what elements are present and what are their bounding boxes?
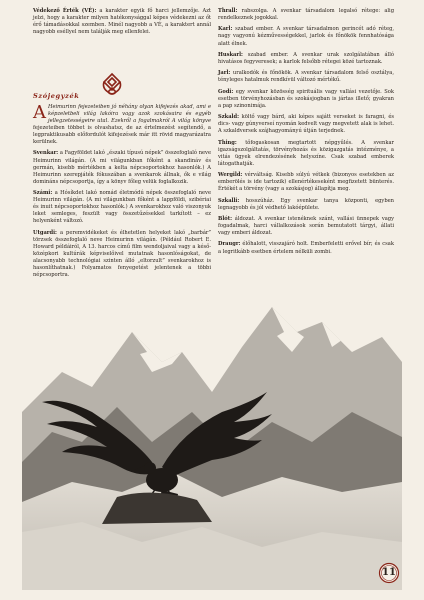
entry-term: Thrall: bbox=[218, 8, 238, 14]
celtic-knot-icon bbox=[100, 72, 124, 98]
left-column bbox=[33, 8, 211, 284]
entry-text: élőhalott, visszajáró holt. Emberfeletti erővel bír; és csak a legritkább esetben értelem nélküli zombi. bbox=[218, 241, 394, 255]
entry-text: a peremvidékeket és élhetetlen helyeket lakó „barbár” törzsek összefoglaló neve Heimurinn világán. (Például Robert E. Howard példáiról, A 13. harcos című film wendoljaival vagy a késő-középkori kultúrák képviselőivel mutatnak hasonlóságokat, de alacsonyabb technológiai szinten álló „eltorzult” svenkarokhoz is hasonlíthatnak.) Folyamatos fenyegetést jelentenek a többi népcsoportra. bbox=[33, 229, 211, 279]
intro-paragraph bbox=[33, 101, 211, 147]
right-column bbox=[218, 8, 394, 260]
section-title: Szójegyzék bbox=[33, 91, 80, 100]
entry-text: a karakter egyik fő harci jellemzője. Azt jelzi, hogy a karakter milyen hatékonysággal képes védekezni az őt érő támadásokkal szemben. Minél nagyobb a VÉ, a karaktert annál nagyobb eséllyel nem találják meg ellenfelei. bbox=[33, 8, 212, 36]
entry-term: Szkalli: bbox=[218, 197, 240, 204]
entry-term: Godi: bbox=[218, 88, 234, 95]
entry-text: tőfogaskosan megtartott népgyűlés. A svenkar igazságszolgáltatás, törvényhozás és közigazgatás intézménye, a vitás ügyek elrendezésének helyszíne. Csak szabad emberek látogathatják. bbox=[218, 139, 394, 167]
entry-text: vérváltság. Kisebb súlyú vétkek (bizonyos esetekben az emberölés is ide tartozik) ellenértékeseként megfizetett bünterés. Értékét a törvény (vagy a szokásjog) állapítja meg. bbox=[218, 172, 394, 193]
entry-term: Karl: bbox=[218, 26, 233, 33]
raven-mountains-illustration bbox=[22, 292, 402, 590]
entry-term: Jarl: bbox=[218, 70, 231, 77]
intro-book-title: A világ könyve bbox=[171, 117, 211, 124]
entry-huskarl bbox=[218, 52, 394, 66]
intro-text-after: fejezeteiben többet is olvashatsz, de az értelmezést segítendő, a legpraktikusabb előfordulót kifejezések már itt rövid magyarázatra kerülnek. bbox=[33, 124, 211, 146]
entry-term: Svenkar: bbox=[33, 150, 59, 157]
entry-term: Szkald: bbox=[218, 114, 239, 121]
entry-text: szabad ember. A svenkar urak szolgálatában álló hivatásos fegyveresek; a karlok felsőbb rétegei közé tartoznak. bbox=[218, 51, 394, 65]
entry-szkalli bbox=[218, 198, 394, 212]
entry-text: szabad ember. A svenkar társadalmon gerincét adó réteg, nagy vagyonú kézművességekkel, jarlok és főnökök fennhatósága alatt élnek. bbox=[218, 26, 394, 47]
entry-thrall bbox=[218, 8, 394, 22]
entry-karl bbox=[218, 26, 394, 47]
entry-term: Védekező Érték (VÉ): bbox=[33, 8, 97, 14]
entry-blot bbox=[218, 216, 394, 237]
intro-text-before: Heimurinn fejezeteiben jó néhány olyan kifejezés akad, ami e képzeletbeli világ lakóira vagy azok szokásaira és egyéb jellegzetességeire utal. Ezekről a fogalmakról bbox=[48, 103, 211, 124]
page-number: 11 bbox=[382, 567, 396, 578]
entry-term: Wergild: bbox=[218, 172, 243, 179]
entry-term: Huskarl: bbox=[218, 51, 243, 58]
entry-term: Számi: bbox=[33, 190, 53, 197]
page-number-badge bbox=[378, 562, 400, 584]
entry-term: Utgardi: bbox=[33, 229, 57, 236]
entry-szkald bbox=[218, 114, 394, 135]
entry-godi bbox=[218, 89, 394, 110]
entry-thing bbox=[218, 140, 394, 168]
entry-text: áldozat. A svenkar istenéknek szánt, vallási ünnepek vagy fogadalmak, harci vállalkozások során bemutatott tárgyi, állati vagy emberi áldozat. bbox=[218, 215, 394, 237]
entry-text: rabszolga. A svenkar társadalom legalsó rétege: alig rendelkeznek jogokkal. bbox=[218, 8, 394, 22]
entry-jarl bbox=[218, 70, 394, 84]
entry-szami bbox=[33, 190, 211, 225]
entry-draugr bbox=[218, 241, 394, 255]
entry-utgardi bbox=[33, 230, 211, 280]
entry-text: egy svenkar közösség spirituális vagy vallási vezetője. Sok esetben törvényhozásban és szokásjogban is jártas illető; gyakran a pap szinonimája. bbox=[218, 88, 394, 109]
entry-svenkar bbox=[33, 150, 211, 185]
entry-term: Thing: bbox=[218, 139, 237, 146]
entry-wergild bbox=[218, 172, 394, 193]
entry-text: a Hósíkdet lakó nomád életmódú népek összefoglaló neve Heimurinn világán. (A mi világunkban főként a lappföldi, szibériai és inuit népcsoportokhoz hasonlók.) A svenkarokhoz való viszonyuk leket semleges, feszült vagy összetűzésekkel tarkított – ez helyenként változó. bbox=[33, 190, 211, 225]
entry-text: a Fagyföldet lakó „északi típusú népek” összefoglaló neve Heimurinn világán. (A mi világunkban főként a skandináv és germán, kisebb mértékben a kelta népcsoportokhoz hasonlók.) A Heimurinn szerepjáték fókuszában a svenkarok állnak, ők e világ domináns népcsoportja, így a könyv főleg velük foglalkozik. bbox=[33, 150, 211, 185]
entry-vedekezo-ertek bbox=[33, 8, 211, 36]
entry-text: hosszúház. Egy svenkar tanya központi, egyben legnagyobb és jól védhető lakóépülete. bbox=[218, 197, 394, 211]
entry-term: Blót: bbox=[218, 215, 232, 222]
entry-text: költő vagy bárd, aki képes sajátt verseket is faragni, és dics- vagy gúnyverseí nyomán kedvelt vagy megvetett alak is lehet. A szkaldversek szájhagyományú útján terjednek. bbox=[218, 114, 394, 135]
entry-term: Draugr: bbox=[218, 241, 241, 248]
drop-cap: A bbox=[33, 101, 46, 123]
entry-text: uralkodók és főnökök. A svenkar társadalom felső osztálya, tényleges hatalmuk rendkívül változó mértékű. bbox=[218, 70, 394, 84]
